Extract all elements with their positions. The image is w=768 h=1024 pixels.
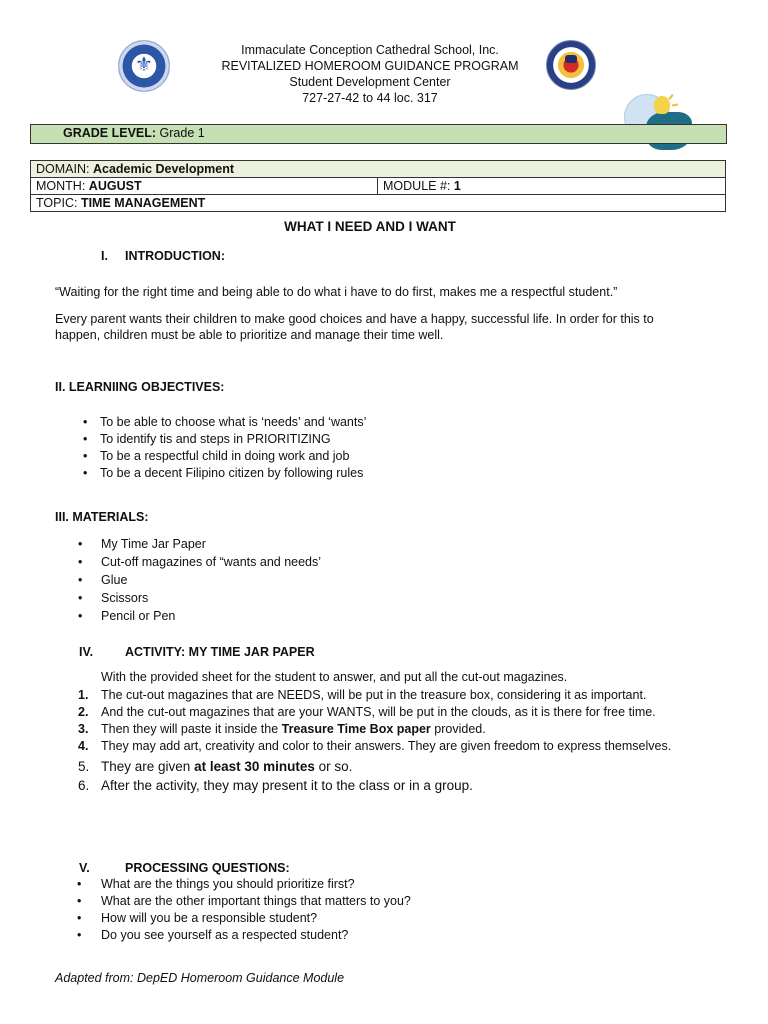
list-item: • Cut-off magazines of “wants and needs’ (74, 553, 694, 571)
list-item: • My Time Jar Paper (74, 535, 694, 553)
grade-level-value: Grade 1 (159, 126, 205, 140)
intro-heading: INTRODUCTION: (125, 249, 225, 263)
intro-numeral: I. (101, 249, 108, 263)
list-item: • What are the things you should prioritize first? (74, 876, 694, 893)
activity-numeral: IV. (79, 645, 94, 659)
list-item: • To be a respectful child in doing work and job (80, 448, 700, 465)
list-item: • How will you be a responsible student? (74, 910, 694, 927)
grade-level-label: GRADE LEVEL: (63, 126, 157, 140)
list-item: • Pencil or Pen (74, 607, 694, 625)
intro-paragraph: Every parent wants their children to make good choices and have a happy, successful life. In order for this to happen, children must be able to prioritize and manage their time well. (55, 312, 654, 342)
document-title: WHAT I NEED AND I WANT (284, 219, 456, 234)
month-cell: MONTH: AUGUST (31, 178, 378, 195)
processing-heading: PROCESSING QUESTIONS: (125, 861, 290, 875)
list-item: 2. And the cut-out magazines that are your WANTS, will be put in the clouds, as it is there for free time. (78, 705, 656, 719)
materials-heading: III. MATERIALS: (55, 510, 149, 524)
module-cell: MODULE #: 1 (378, 178, 726, 195)
list-item: • Glue (74, 571, 694, 589)
school-seal-logo (118, 40, 170, 92)
list-item: 1. The cut-out magazines that are NEEDS, will be put in the treasure box, considering it as important. (78, 688, 647, 702)
list-item: • To be able to choose what is ‘needs’ and ‘wants’ (80, 414, 700, 431)
objectives-list (80, 414, 700, 482)
list-item: • What are the other important things that matters to you? (74, 893, 694, 910)
processing-list (74, 876, 694, 944)
list-item: 5. They are given at least 30 minutes or so. (78, 759, 353, 774)
activity-heading: ACTIVITY: MY TIME JAR PAPER (125, 645, 315, 659)
domain-cell: DOMAIN: Academic Development (31, 161, 726, 178)
objectives-heading: II. LEARNIING OBJECTIVES: (55, 380, 225, 394)
materials-list (74, 535, 694, 625)
list-item: • Scissors (74, 589, 694, 607)
module-info-table (30, 160, 726, 212)
activity-steps (78, 687, 698, 795)
list-item: 3. Then they will paste it inside the Treasure Time Box paper provided. (78, 722, 486, 736)
list-item: • To identify tis and steps in PRIORITIZING (80, 431, 700, 448)
list-item: 4. They may add art, creativity and color to their answers. They are given freedom to express themselves. (78, 739, 672, 753)
intro-quote: “Waiting for the right time and being able to do what i have to do first, makes me a respectful student.” (55, 285, 618, 299)
grade-level-bar (30, 124, 727, 144)
fleur-de-lis-icon: ⚜ (135, 54, 153, 76)
activity-lead: With the provided sheet for the student to answer, and put all the cut-out magazines. (101, 670, 568, 684)
center-name: Student Development Center (289, 75, 451, 89)
program-name: REVITALIZED HOMEROOM GUIDANCE PROGRAM (221, 59, 519, 73)
topic-cell: TOPIC: TIME MANAGEMENT (31, 195, 726, 212)
processing-numeral: V. (79, 861, 90, 875)
footer-note: Adapted from: DepED Homeroom Guidance Module (55, 971, 345, 985)
list-item: 6. After the activity, they may present it to the class or in a group. (78, 778, 473, 793)
list-item: • To be a decent Filipino citizen by following rules (80, 465, 700, 482)
school-name: Immaculate Conception Cathedral School, Inc. (241, 43, 499, 57)
phone-number: 727-27-42 to 44 loc. 317 (302, 91, 438, 105)
list-item: • Do you see yourself as a respected student? (74, 927, 694, 944)
